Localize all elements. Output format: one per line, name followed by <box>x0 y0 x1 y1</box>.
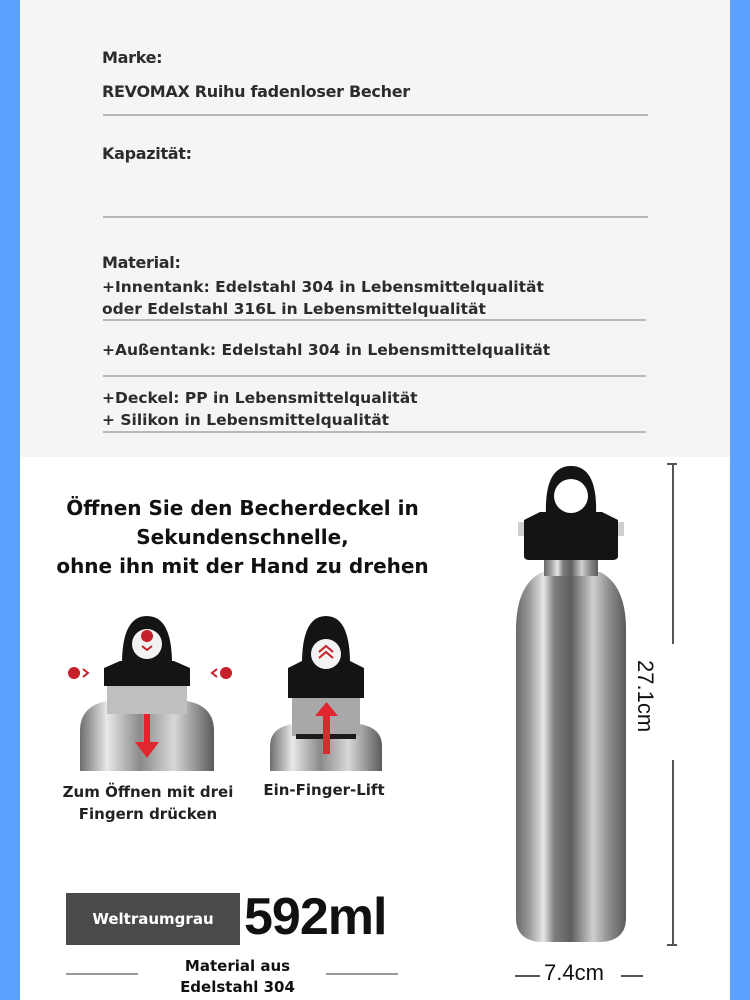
capacity-label: Kapazität: <box>102 144 192 163</box>
material-note-line: Material aus <box>184 957 291 975</box>
material-line: +Innentank: Edelstahl 304 in Lebensmittelqualität <box>102 278 544 296</box>
brand-value: REVOMAX Ruihu fadenloser Becher <box>102 82 410 101</box>
divider <box>103 319 646 321</box>
width-dimension-line <box>621 975 643 977</box>
lift-illustration <box>266 606 386 771</box>
height-label: 27.1cm <box>633 660 658 733</box>
width-dimension-line <box>515 975 540 977</box>
marker-3-icon <box>220 667 232 679</box>
marker-2-icon <box>141 630 153 642</box>
material-label: Material: <box>102 253 181 272</box>
headline-line: Öffnen Sie den Becherdeckel in <box>66 496 419 520</box>
feature-headline <box>20 494 465 581</box>
dimension-cap <box>667 944 677 946</box>
caption-line: Zum Öffnen mit drei <box>62 783 234 801</box>
material-line: + Silikon in Lebensmittelqualität <box>102 411 390 429</box>
brand-label: Marke: <box>102 48 163 67</box>
height-dimension-line <box>672 464 674 644</box>
spec-panel <box>20 0 730 457</box>
decorative-line <box>326 973 398 975</box>
step-caption-press <box>48 781 248 825</box>
color-badge: Weltraumgrau <box>66 893 240 945</box>
marker-1-icon <box>68 667 80 679</box>
height-dimension-line <box>672 760 674 945</box>
material-note <box>150 956 325 998</box>
headline-line: Sekundenschnelle, <box>136 525 349 549</box>
press-open-illustration <box>52 606 242 771</box>
divider <box>103 114 648 116</box>
caption-line: Ein-Finger-Lift <box>263 781 385 799</box>
divider <box>103 375 646 377</box>
material-line: +Außentank: Edelstahl 304 in Lebensmittelqualität <box>102 341 551 359</box>
headline-line: ohne ihn mit der Hand zu drehen <box>56 554 429 578</box>
material-line: +Deckel: PP in Lebensmittelqualität <box>102 389 418 407</box>
bottle-image <box>506 460 636 948</box>
width-label: 7.4cm <box>544 960 604 985</box>
product-page <box>20 0 730 1000</box>
divider <box>103 431 646 433</box>
step-caption-lift <box>252 779 396 801</box>
decorative-line <box>66 973 138 975</box>
divider <box>103 216 648 218</box>
caption-line: Fingern drücken <box>78 805 218 823</box>
capacity-value: 592ml <box>244 888 387 946</box>
material-line: oder Edelstahl 316L in Lebensmittelqualität <box>102 300 486 318</box>
material-note-line: Edelstahl 304 <box>180 978 295 996</box>
